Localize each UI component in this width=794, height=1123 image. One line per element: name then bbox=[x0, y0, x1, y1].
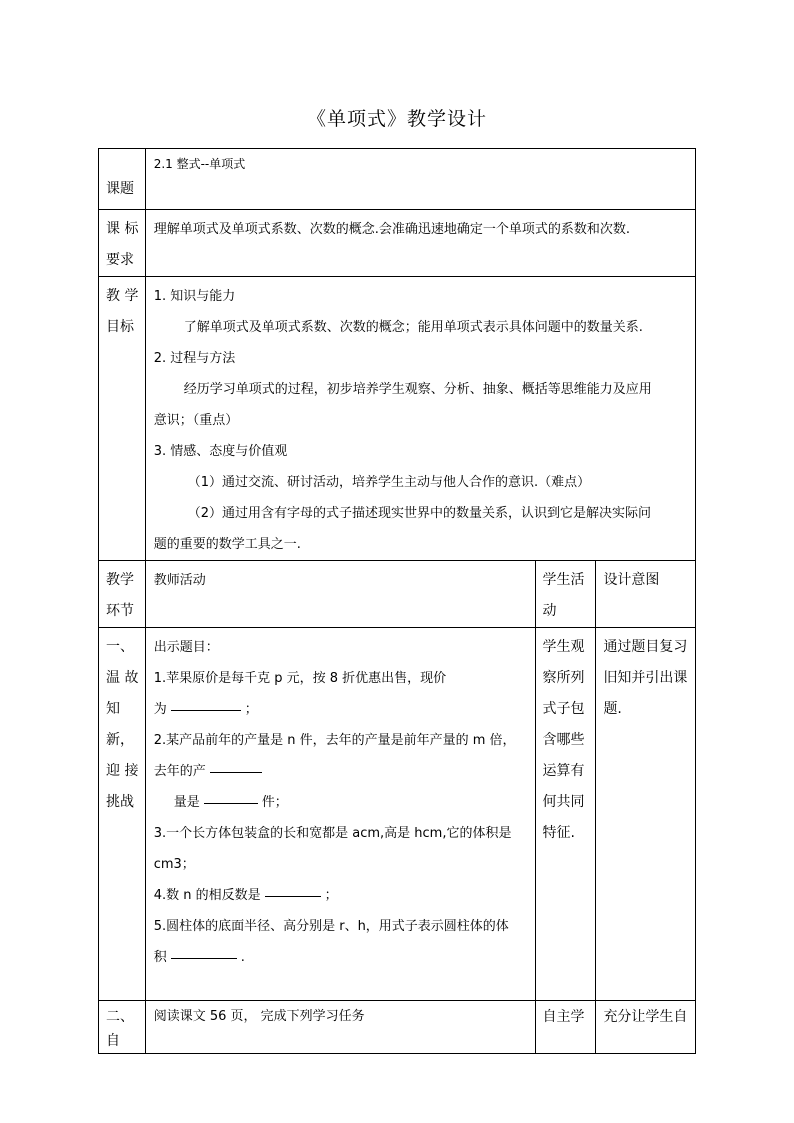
section1-student-cell bbox=[535, 628, 596, 1001]
objective-text-2a: 经历学习单项式的过程，初步培养学生观察、分析、抽象、概括等思维能力及应用 bbox=[183, 382, 652, 397]
section1-student-line2: 察所列 bbox=[542, 670, 585, 686]
requirements-value: 理解单项式及单项式系数、次数的概念.会准确迅速地确定一个单项式的系数和次数. bbox=[153, 222, 630, 237]
section2-student-text: 自主学 bbox=[542, 1009, 585, 1025]
section1-intro: 出示题目： bbox=[153, 640, 219, 655]
objective-heading-1: 1. 知识与能力 bbox=[153, 289, 236, 304]
topic-row bbox=[99, 149, 696, 210]
document-title: 《单项式》教学设计 bbox=[306, 108, 487, 130]
header-student-cell bbox=[535, 561, 596, 628]
section1-row bbox=[99, 628, 696, 1001]
objectives-label-cell bbox=[99, 277, 146, 561]
section1-label-line1: 一、 bbox=[106, 639, 134, 655]
header-intent-label: 设计意图 bbox=[603, 572, 660, 588]
section1-label-line2: 温 故 bbox=[106, 670, 139, 686]
question-5-line1: 5.圆柱体的底面半径、高分别是 r、h，用式子表示圆柱体的体 bbox=[153, 919, 509, 934]
section2-teacher-text: 阅读课文 56 页， 完成下列学习任务 bbox=[153, 1009, 365, 1024]
objective-text-1: 了解单项式及单项式系数、次数的概念；能用单项式表示具体问题中的数量关系. bbox=[183, 320, 643, 335]
section2-intent-text: 充分让学生自 bbox=[603, 1009, 688, 1025]
objectives-row bbox=[99, 277, 696, 561]
objectives-label-line2: 目标 bbox=[106, 319, 134, 335]
question-2-line1: 2.某产品前年的产量是 n 件，去年的产量是前年产量的 m 倍， bbox=[153, 733, 516, 748]
objective-text-3a: （1）通过交流、研讨活动，培养学生主动与他人合作的意识.（难点） bbox=[187, 475, 591, 490]
question-2-line2: 去年的产 bbox=[154, 756, 531, 787]
section2-student-cell bbox=[535, 1001, 596, 1054]
topic-value-cell bbox=[145, 149, 695, 210]
header-teacher-label: 教师活动 bbox=[153, 573, 206, 588]
question-5-line2: 积 . bbox=[153, 950, 245, 965]
answer-blank-4 bbox=[265, 895, 321, 897]
section1-student-line5: 运算有 bbox=[542, 763, 585, 779]
question-1-line2: 为 ； bbox=[153, 702, 258, 717]
section2-label-cell bbox=[99, 1001, 146, 1054]
topic-value: 2.1 整式--单项式 bbox=[153, 157, 246, 171]
section1-student-line1: 学生观 bbox=[542, 639, 585, 655]
header-student-line2: 动 bbox=[542, 603, 557, 619]
section1-student-line4: 含哪些 bbox=[542, 732, 585, 748]
topic-label-cell bbox=[99, 149, 146, 210]
section1-label-line3: 知新， bbox=[106, 701, 134, 748]
answer-blank-5 bbox=[171, 957, 237, 959]
answer-blank-2b bbox=[204, 802, 258, 804]
requirements-label-line2: 要求 bbox=[106, 252, 134, 268]
section1-intent-cell bbox=[596, 628, 696, 1001]
section2-label: 二、自 bbox=[106, 1009, 134, 1049]
requirements-row bbox=[99, 210, 696, 277]
objective-text-3c: 题的重要的数学工具之一. bbox=[153, 537, 301, 552]
question-2-line3: 量是 件； bbox=[173, 795, 288, 810]
objective-heading-3: 3. 情感、态度与价值观 bbox=[153, 444, 288, 459]
section1-intent-line2: 旧知并引出课 bbox=[603, 670, 688, 686]
section1-label-cell bbox=[99, 628, 146, 1001]
lesson-plan-table bbox=[98, 148, 696, 1054]
question-3-line2: cm3； bbox=[153, 857, 195, 872]
objective-heading-2: 2. 过程与方法 bbox=[153, 351, 236, 366]
section1-student-line6: 何共同 bbox=[542, 794, 585, 810]
section1-label-line4: 迎 接 bbox=[106, 763, 139, 779]
requirements-label-cell bbox=[99, 210, 146, 277]
section1-intent-line1: 通过题目复习 bbox=[603, 639, 688, 655]
section2-teacher-cell bbox=[145, 1001, 535, 1054]
requirements-label-line1: 课 标 bbox=[106, 221, 139, 237]
objectives-cell bbox=[145, 277, 695, 561]
section2-row bbox=[99, 1001, 696, 1054]
section1-student-line7: 特征. bbox=[542, 825, 575, 841]
header-teacher-cell bbox=[145, 561, 535, 628]
section1-intent-line3: 题. bbox=[603, 701, 622, 717]
header-row bbox=[99, 561, 696, 628]
requirements-value-cell bbox=[145, 210, 695, 277]
header-intent-cell bbox=[596, 561, 696, 628]
answer-blank-1 bbox=[171, 709, 241, 711]
question-4: 4.数 n 的相反数是 ； bbox=[153, 888, 338, 903]
topic-label: 课题 bbox=[106, 181, 134, 197]
objective-text-2b: 意识；（重点） bbox=[153, 413, 239, 428]
answer-blank-2a bbox=[210, 771, 262, 773]
objectives-label-line1: 教 学 bbox=[106, 288, 139, 304]
section2-intent-cell bbox=[596, 1001, 696, 1054]
section1-student-line3: 式子包 bbox=[542, 701, 585, 717]
section1-teacher-cell bbox=[145, 628, 535, 1001]
objective-text-3b: （2）通过用含有字母的式子描述现实世界中的数量关系，认识到它是解决实际问 bbox=[187, 506, 651, 521]
header-stage-line2: 环节 bbox=[106, 603, 134, 619]
question-3-line1: 3.一个长方体包装盒的长和宽都是 acm,高是 hcm,它的体积是 bbox=[153, 826, 512, 841]
section1-label-line5: 挑战 bbox=[106, 794, 134, 810]
header-student-line1: 学生活 bbox=[542, 572, 585, 588]
header-stage-line1: 教学 bbox=[106, 572, 134, 588]
question-1-line1: 1.苹果原价是每千克 p 元，按 8 折优惠出售，现价 bbox=[153, 671, 447, 686]
header-stage-cell bbox=[99, 561, 146, 628]
